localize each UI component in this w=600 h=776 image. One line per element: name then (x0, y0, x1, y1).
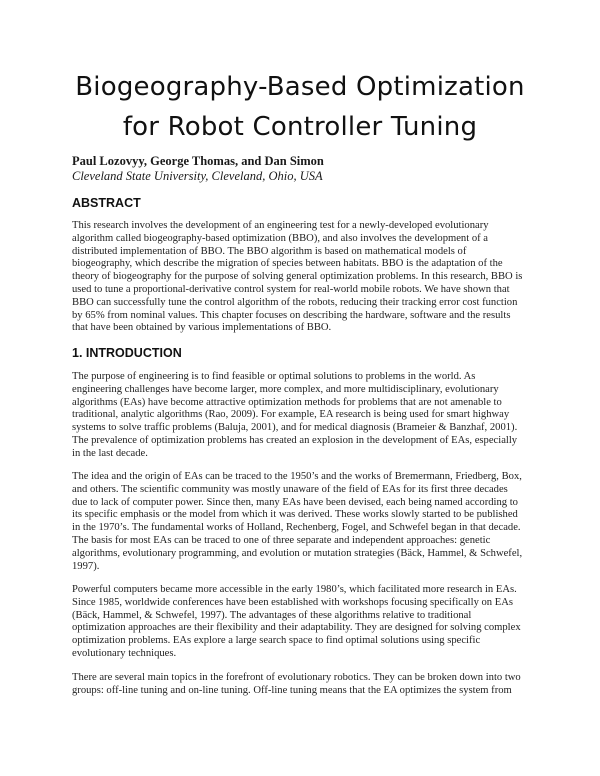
text-line: groups: off-line tuning and on-line tuning. Off-line tuning means that the EA optimizes the system from (72, 684, 512, 696)
introduction-paragraph-3 (72, 584, 530, 661)
text-line: systems to solve traffic problems (Baluja, 2001), and for medical diagnosis (Brameier & Banzhaf, 2001). (72, 422, 518, 434)
introduction-paragraph-1 (72, 371, 530, 461)
text-line: Powerful computers became more accessible in the early 1980’s, which facilitated more research in EAs. (72, 584, 517, 595)
text-line: biogeography, which describe the migration of species between habitats. BBO is the adaptation of the (72, 258, 503, 270)
text-line: by 65% from nominal values. This chapter focuses on describing the hardware, software and the results (72, 309, 511, 321)
text-line: (Bäck, Hammel, & Schwefel, 1997). The advantages of these algorithms relative to traditional (72, 609, 472, 621)
introduction-paragraph-2 (72, 471, 530, 573)
text-line: The purpose of engineering is to find feasible or optimal solutions to problems in the world. As (72, 371, 476, 382)
author-list: Paul Lozovyy, George Thomas, and Dan Simon (72, 154, 324, 168)
text-line: that have been obtained by various implementations of BBO. (72, 322, 332, 334)
text-line: traditional, analytic algorithms (Rao, 2009). For example, EA research is being used for smart highway (72, 409, 510, 421)
abstract-heading: ABSTRACT (72, 196, 141, 210)
text-line: BBO can successfully tune the control algorithm of the robots, reducing their tracking error cost function (72, 296, 518, 308)
text-line: due to lack of computer power. Since then, many EAs have been devised, each being named according to (72, 496, 518, 508)
paper-title-line-2: for Robot Controller Tuning (122, 112, 478, 142)
text-line: The basis for most EAs can be traced to one of three separate and independent approaches: genetic (72, 534, 491, 546)
text-line: distributed implementation of BBO. The BBO algorithm is based on mathematical models of (72, 245, 467, 257)
text-line: theory of biogeography for the purpose of solving general optimization problems. In this research, BBO is (72, 271, 523, 283)
text-line: its specific emphasis or the model from which it was derived. These works slowly started to be published (72, 509, 518, 521)
abstract-body (72, 220, 530, 335)
text-line: used to tune a proportional-derivative control system for real-world mobile robots. We have shown that (72, 283, 510, 295)
text-line: algorithm called biogeography-based optimization (BBO), and also involves the development of a (72, 232, 488, 244)
text-line: 1997). (72, 560, 100, 572)
text-line: Since 1985, worldwide conferences have been established with workshops focusing specifically on EAs (72, 596, 513, 608)
text-line: The prevalence of optimization problems has created an explosion in the development of EAs, especially (72, 434, 518, 446)
text-line: This research involves the development of an engineering test for a newly-developed evolutionary (72, 220, 489, 231)
text-line: The idea and the origin of EAs can be traced to the 1950’s and the works of Bremermann, Friedberg, Box, (72, 471, 522, 482)
text-line: engineering challenges have become larger, more complex, and more multidisciplinary, evolutionary (72, 383, 499, 395)
text-line: in the last decade. (72, 447, 148, 459)
text-line: algorithms (EAs) have become attractive optimization methods for problems that are not amenable to (72, 396, 502, 408)
text-line: There are several main topics in the forefront of evolutionary robotics. They can be broken down into two (72, 672, 521, 683)
introduction-heading: 1. INTRODUCTION (72, 346, 182, 360)
text-line: algorithms, evolutionary programming, and evolution or mutation strategies (Bäck, Hammel, & Schwefel, (72, 547, 523, 559)
author-affiliation: Cleveland State University, Cleveland, Ohio, USA (72, 169, 323, 183)
introduction-paragraph-4 (72, 672, 530, 698)
text-line: optimization approaches are their flexibility and their adaptability. They are designed for solving complex (72, 622, 521, 634)
text-line: and others. The scientific community was mostly unaware of the field of EAs for its first three decades (72, 483, 508, 495)
paper-title-line-1: Biogeography-Based Optimization (75, 72, 525, 102)
text-line: evolutionary techniques. (72, 647, 177, 659)
text-line: in the 1970’s. The fundamental works of Holland, Rechenberg, Fogel, and Schwefel began in that decade. (72, 522, 521, 534)
text-line: optimization problems. EAs explore a large search space to find optimal solutions using specific (72, 635, 481, 647)
